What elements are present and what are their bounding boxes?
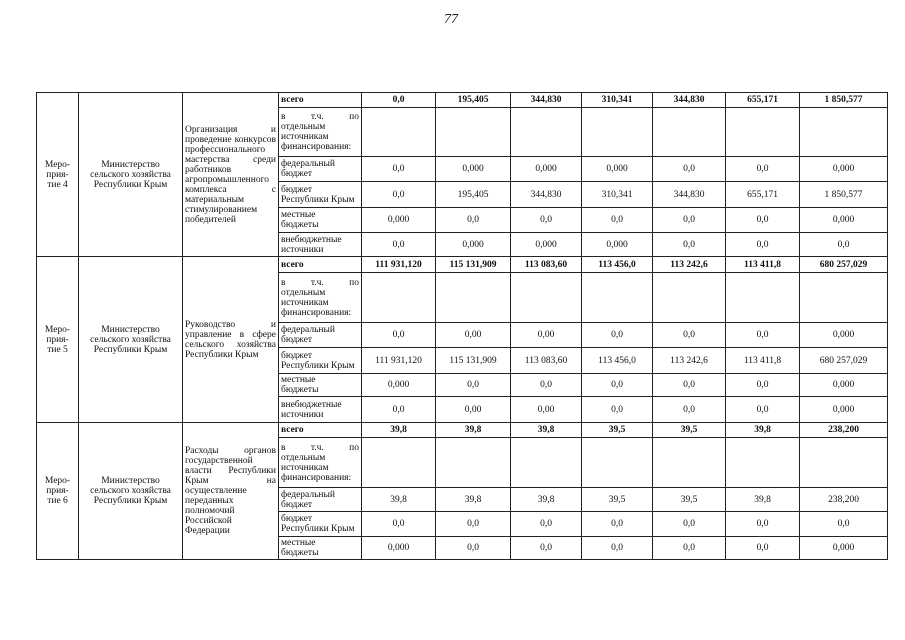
value-cell: 39,8 (436, 423, 511, 438)
funding-source-line: Республики Крым (281, 360, 355, 371)
funding-source-cell (279, 438, 362, 488)
value-cell: 0,0 (511, 208, 582, 233)
funding-source-line: в т.ч. по (281, 277, 359, 288)
value-cell: 0,0 (800, 233, 888, 257)
value-cell (511, 438, 582, 488)
table-row-total (37, 93, 888, 108)
funding-source-line: источники (281, 409, 324, 420)
value-cell: 0,000 (362, 537, 436, 560)
value-cell: 0,0 (362, 157, 436, 182)
value-cell: 0,0 (653, 208, 726, 233)
value-cell: 0,00 (436, 323, 511, 348)
value-cell: 0,0 (653, 512, 726, 537)
funding-source-line: отдельным (281, 287, 326, 298)
funding-source-cell (279, 348, 362, 374)
value-cell: 115 131,909 (436, 257, 511, 273)
value-cell (511, 273, 582, 323)
value-cell: 0,0 (726, 512, 800, 537)
value-cell: 0,0 (726, 323, 800, 348)
value-cell: 39,5 (582, 423, 653, 438)
value-cell: 39,8 (436, 488, 511, 512)
ministry-cell: Министерство сельского хозяйства Республики Крым (79, 423, 183, 560)
event-line: тие 6 (47, 496, 68, 506)
value-cell (582, 273, 653, 323)
table-row-total (37, 423, 888, 438)
funding-source-line: федеральный (281, 325, 335, 335)
value-cell: 0,000 (800, 157, 888, 182)
value-cell: 0,0 (511, 374, 582, 397)
funding-source-line: Республики Крым (281, 524, 355, 534)
value-cell: 0,000 (511, 233, 582, 257)
value-cell: 0,0 (653, 233, 726, 257)
value-cell: 0,000 (511, 157, 582, 182)
funding-source-line: бюджет (281, 350, 313, 361)
event-line: Меро- (44, 324, 71, 335)
value-cell (800, 273, 888, 323)
value-cell: 0,0 (436, 374, 511, 397)
value-cell: 0,0 (582, 397, 653, 423)
funding-source-line: отдельным (281, 452, 326, 463)
value-cell: 0,0 (362, 182, 436, 208)
funding-source-cell (279, 157, 362, 182)
value-cell: 0,000 (436, 233, 511, 257)
value-cell (726, 438, 800, 488)
funding-source-cell (279, 323, 362, 348)
event-line: прия- (46, 334, 69, 345)
value-cell: 0,000 (582, 157, 653, 182)
funding-source-line: финансирования: (281, 142, 352, 152)
value-cell: 39,5 (653, 423, 726, 438)
value-cell: 0,00 (511, 397, 582, 423)
value-cell: 39,5 (582, 488, 653, 512)
value-cell (362, 438, 436, 488)
value-cell: 344,830 (653, 182, 726, 208)
funding-source-line: бюджет (281, 514, 313, 524)
funding-source-cell: всего (279, 423, 362, 438)
value-cell (582, 108, 653, 157)
funding-source-line: отдельным (281, 122, 326, 132)
value-cell: 0,0 (582, 208, 653, 233)
event-line: тие 5 (47, 344, 68, 355)
funding-source-line: источникам (281, 462, 329, 473)
event-line: прия- (46, 169, 69, 180)
value-cell (653, 273, 726, 323)
event-cell (37, 423, 79, 560)
value-cell: 111 931,120 (362, 257, 436, 273)
funding-source-line: источникам (281, 297, 329, 308)
value-cell: 655,171 (726, 93, 800, 108)
description-cell: Расходы органов государственной власти Республики Крым на осуществление переданных полномочий Российской Федерации (183, 423, 279, 560)
value-cell: 0,00 (436, 397, 511, 423)
funding-source-cell: всего (279, 257, 362, 273)
value-cell: 0,0 (726, 374, 800, 397)
value-cell: 195,405 (436, 182, 511, 208)
value-cell: 0,0 (511, 537, 582, 560)
value-cell (436, 108, 511, 157)
event-cell (37, 93, 79, 257)
funding-source-line: в т.ч. по (281, 112, 359, 122)
value-cell: 0,0 (582, 323, 653, 348)
value-cell: 39,8 (511, 488, 582, 512)
value-cell: 655,171 (726, 182, 800, 208)
value-cell (726, 108, 800, 157)
funding-source-cell (279, 208, 362, 233)
funding-source-line: в т.ч. по (281, 442, 359, 453)
value-cell (726, 273, 800, 323)
value-cell: 0,000 (800, 208, 888, 233)
funding-table (36, 92, 888, 560)
value-cell: 39,8 (726, 488, 800, 512)
funding-source-line: местные (281, 538, 316, 548)
ministry-cell: Министерство сельского хозяйства Республики Крым (79, 93, 183, 257)
value-cell (653, 108, 726, 157)
value-cell: 113 242,6 (653, 257, 726, 273)
funding-source-line: бюджет (281, 499, 313, 510)
value-cell: 0,0 (582, 512, 653, 537)
value-cell: 238,200 (800, 423, 888, 438)
value-cell: 0,0 (436, 208, 511, 233)
funding-source-line: бюджет (281, 335, 313, 345)
funding-source-line: федеральный (281, 489, 335, 500)
value-cell: 0,000 (362, 208, 436, 233)
description-cell: Руководство и управление в сфере сельского хозяйства Республики Крым (183, 257, 279, 423)
value-cell: 0,0 (582, 537, 653, 560)
value-cell: 113 456,0 (582, 348, 653, 374)
value-cell (436, 273, 511, 323)
value-cell: 0,000 (800, 323, 888, 348)
funding-source-cell (279, 233, 362, 257)
value-cell: 0,0 (362, 512, 436, 537)
funding-source-line: финансирования: (281, 307, 352, 318)
value-cell: 113 242,6 (653, 348, 726, 374)
value-cell: 0,0 (653, 323, 726, 348)
funding-source-line: источникам (281, 132, 329, 142)
value-cell: 113 411,8 (726, 348, 800, 374)
event-line: прия- (46, 486, 69, 496)
value-cell: 0,0 (511, 512, 582, 537)
value-cell (800, 438, 888, 488)
funding-source-line: бюджеты (281, 548, 319, 558)
ministry-cell: Министерство сельского хозяйства Республики Крым (79, 257, 183, 423)
value-cell: 111 931,120 (362, 348, 436, 374)
value-cell: 344,830 (511, 93, 582, 108)
value-cell: 113 411,8 (726, 257, 800, 273)
value-cell: 0,000 (436, 157, 511, 182)
value-cell: 0,0 (362, 233, 436, 257)
value-cell: 0,0 (436, 512, 511, 537)
value-cell: 680 257,029 (800, 348, 888, 374)
funding-source-line: местные (281, 210, 316, 220)
value-cell (653, 438, 726, 488)
value-cell: 310,341 (582, 182, 653, 208)
value-cell: 0,0 (800, 512, 888, 537)
funding-source-line: бюджет (281, 184, 313, 195)
value-cell: 113 083,60 (511, 257, 582, 273)
value-cell: 680 257,029 (800, 257, 888, 273)
funding-source-line: бюджеты (281, 385, 319, 395)
value-cell: 344,830 (653, 93, 726, 108)
value-cell: 238,200 (800, 488, 888, 512)
value-cell: 39,8 (511, 423, 582, 438)
value-cell: 0,0 (726, 397, 800, 423)
funding-source-cell (279, 182, 362, 208)
funding-source-line: финансирования: (281, 472, 352, 483)
funding-source-line: Республики Крым (281, 194, 355, 205)
value-cell: 195,405 (436, 93, 511, 108)
value-cell: 0,0 (362, 397, 436, 423)
event-line: Меро- (44, 159, 71, 170)
value-cell: 39,8 (362, 488, 436, 512)
value-cell: 39,8 (726, 423, 800, 438)
value-cell: 1 850,577 (800, 182, 888, 208)
funding-source-cell (279, 374, 362, 397)
value-cell (362, 108, 436, 157)
funding-source-cell (279, 488, 362, 512)
table-body (37, 93, 888, 560)
value-cell: 113 456,0 (582, 257, 653, 273)
funding-source-line: внебюджетные (281, 399, 342, 410)
value-cell: 0,0 (726, 537, 800, 560)
value-cell: 0,000 (362, 374, 436, 397)
funding-source-line: источники (281, 244, 324, 255)
funding-source-cell (279, 397, 362, 423)
value-cell: 39,5 (653, 488, 726, 512)
value-cell: 0,0 (726, 157, 800, 182)
value-cell: 0,000 (800, 397, 888, 423)
value-cell: 0,000 (800, 537, 888, 560)
value-cell: 344,830 (511, 182, 582, 208)
event-line: тие 4 (47, 179, 68, 190)
funding-source-cell (279, 537, 362, 560)
funding-source-line: внебюджетные (281, 234, 342, 245)
value-cell (511, 108, 582, 157)
value-cell: 115 131,909 (436, 348, 511, 374)
value-cell: 0,0 (362, 93, 436, 108)
value-cell: 0,0 (726, 233, 800, 257)
value-cell: 0,0 (582, 374, 653, 397)
event-line: Меро- (44, 476, 71, 486)
value-cell: 1 850,577 (800, 93, 888, 108)
funding-source-line: бюджеты (281, 220, 319, 230)
funding-source-cell (279, 512, 362, 537)
value-cell (582, 438, 653, 488)
value-cell: 0,0 (653, 537, 726, 560)
funding-source-cell (279, 273, 362, 323)
funding-source-line: федеральный (281, 159, 335, 169)
event-cell (37, 257, 79, 423)
value-cell (800, 108, 888, 157)
page-number: 77 (444, 12, 458, 27)
funding-source-line: местные (281, 375, 316, 385)
value-cell: 0,000 (800, 374, 888, 397)
funding-source-cell: всего (279, 93, 362, 108)
funding-source-cell (279, 108, 362, 157)
value-cell (436, 438, 511, 488)
description-cell: Организация и проведение конкурсов профессионального мастерства среди работников агропромышленного комплекса с материальным стимулированием победителей (183, 93, 279, 257)
value-cell: 310,341 (582, 93, 653, 108)
value-cell (362, 273, 436, 323)
value-cell: 0,0 (726, 208, 800, 233)
value-cell: 39,8 (362, 423, 436, 438)
value-cell: 0,0 (653, 374, 726, 397)
value-cell: 0,0 (653, 157, 726, 182)
value-cell: 0,000 (582, 233, 653, 257)
value-cell: 0,0 (653, 397, 726, 423)
funding-source-line: бюджет (281, 169, 313, 179)
value-cell: 0,0 (362, 323, 436, 348)
value-cell: 0,00 (511, 323, 582, 348)
value-cell: 0,0 (436, 537, 511, 560)
value-cell: 113 083,60 (511, 348, 582, 374)
table-row-total (37, 257, 888, 273)
